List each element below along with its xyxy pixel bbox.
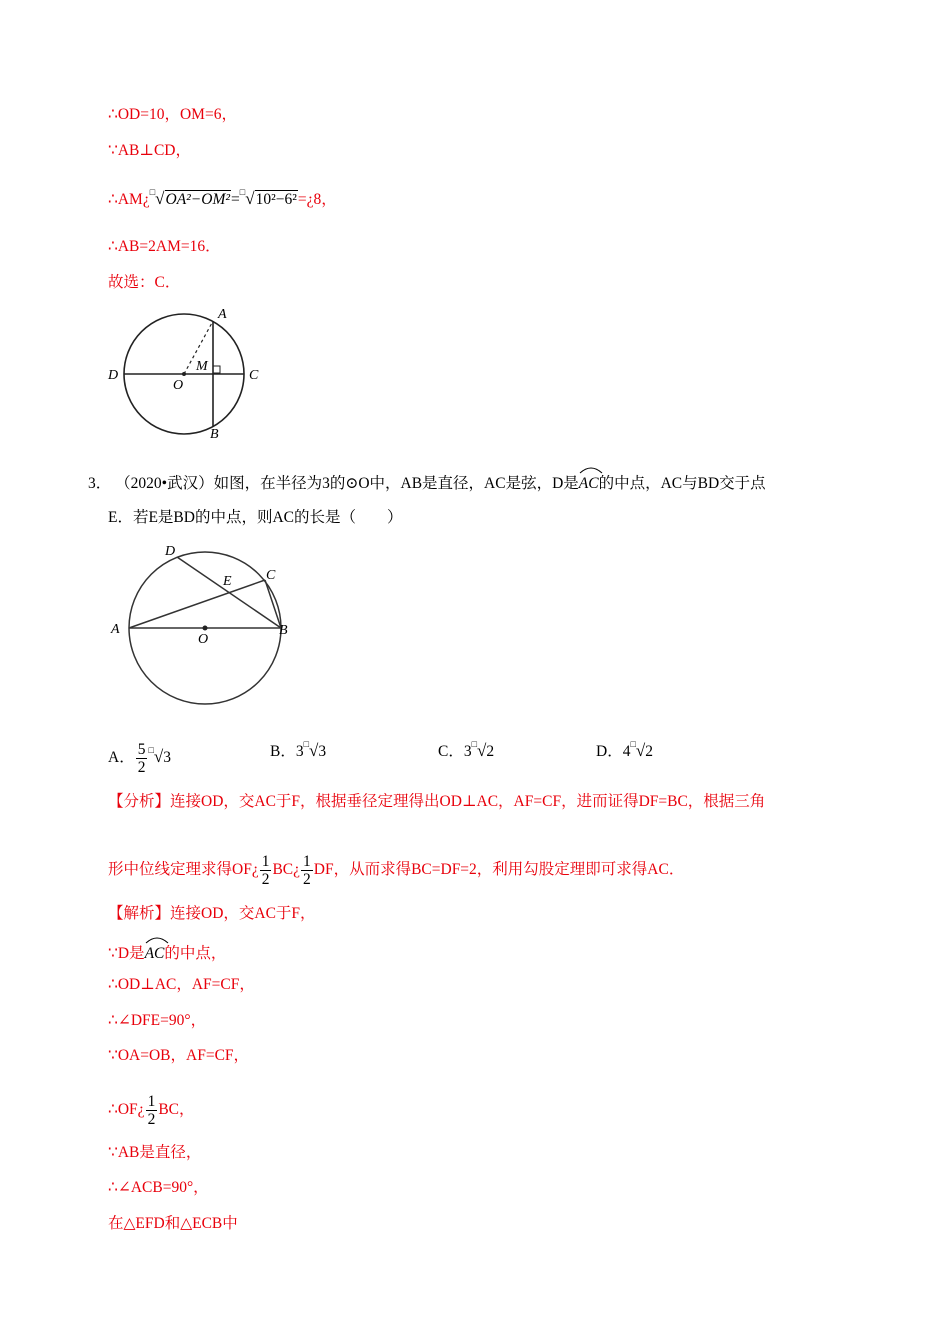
- circle-figure-2: [105, 538, 305, 708]
- solution-line-od-om: ∴OD=10，OM=6，: [108, 106, 237, 123]
- label-o: O: [173, 378, 184, 393]
- question-3-line-1: [88, 470, 766, 494]
- solution-line-ab-perp-cd: ∵AB⊥CD，: [108, 142, 192, 159]
- am-prefix: ∴AM¿: [108, 191, 150, 208]
- option-c[interactable]: C．3□√2: [438, 739, 495, 760]
- label-a: A: [111, 622, 120, 637]
- analysis-line-2: 形中位线定理求得OF¿ $\frac{1}{2}$ BC¿ $\frac{1}{2}$ DF，从而求得BC=DF=2，利用勾股定理即可求得AC．: [108, 853, 685, 888]
- option-d[interactable]: D．4□√2: [596, 739, 653, 760]
- option-a[interactable]: A． $\frac{5}{2}$ □√3: [108, 741, 171, 776]
- option-b[interactable]: B．3□√3: [270, 739, 327, 760]
- sqrt-10-6: □√10²−6²: [239, 187, 297, 208]
- arc-ac: AC: [579, 470, 599, 494]
- solution-step-7: ∵AB是直径，: [108, 1144, 202, 1161]
- equals-sign: =: [231, 191, 240, 208]
- label-c: C: [249, 368, 259, 383]
- circle-figure-1: [100, 300, 275, 445]
- question-3-line-2: E．若E是BD的中点，则AC的长是（ ）: [108, 509, 403, 526]
- question-text-1: 如图，在半径为3的⊙O中，AB是直径，AC是弦，D是: [213, 475, 579, 492]
- solution-step-3: ∴OD⊥AC，AF=CF，: [108, 976, 255, 993]
- solution-line-ab-16: ∴AB=2AM=16．: [108, 238, 221, 255]
- analysis-tag: 【分析】: [108, 793, 171, 810]
- question-number: 3．: [88, 475, 112, 492]
- label-d: D: [108, 368, 119, 383]
- label-a: A: [218, 307, 227, 322]
- solution-step-9: 在△EFD和△ECB中: [108, 1215, 238, 1232]
- label-b: B: [210, 427, 219, 442]
- am-suffix: =¿8，: [297, 191, 337, 208]
- label-m: M: [196, 359, 208, 374]
- solution-step-5: ∵OA=OB，AF=CF，: [108, 1047, 250, 1064]
- solution-step-1: 【解析】连接OD，交AC于F，: [108, 905, 316, 922]
- question-text-2: 的中点，AC与BD交于点: [598, 475, 766, 492]
- solution-answer-c: 故选：C．: [108, 274, 181, 291]
- label-c: C: [266, 568, 276, 583]
- solution-tag: 【解析】: [108, 905, 171, 922]
- label-o: O: [198, 632, 209, 647]
- solution-step-4: ∴∠DFE=90°，: [108, 1012, 207, 1029]
- arc-ac-2: AC: [145, 940, 165, 964]
- solution-step-2: ∵D是 AC的中点，: [108, 940, 226, 964]
- solution-step-8: ∴∠ACB=90°，: [108, 1179, 209, 1196]
- solution-line-am-sqrt: [108, 189, 337, 211]
- label-e: E: [223, 574, 232, 589]
- solution-step-6: ∴OF¿ $\frac{1}{2}$ BC，: [108, 1093, 195, 1128]
- analysis-line-1: 【分析】连接OD，交AC于F，根据垂径定理得出OD⊥AC，AF=CF，进而证得DF=BC，根据三角: [108, 793, 766, 810]
- sqrt-oa-om: □√OA²−OM²: [149, 187, 231, 208]
- question-source: （2020•武汉）: [115, 475, 214, 492]
- label-b: B: [279, 623, 288, 638]
- label-d: D: [165, 544, 176, 559]
